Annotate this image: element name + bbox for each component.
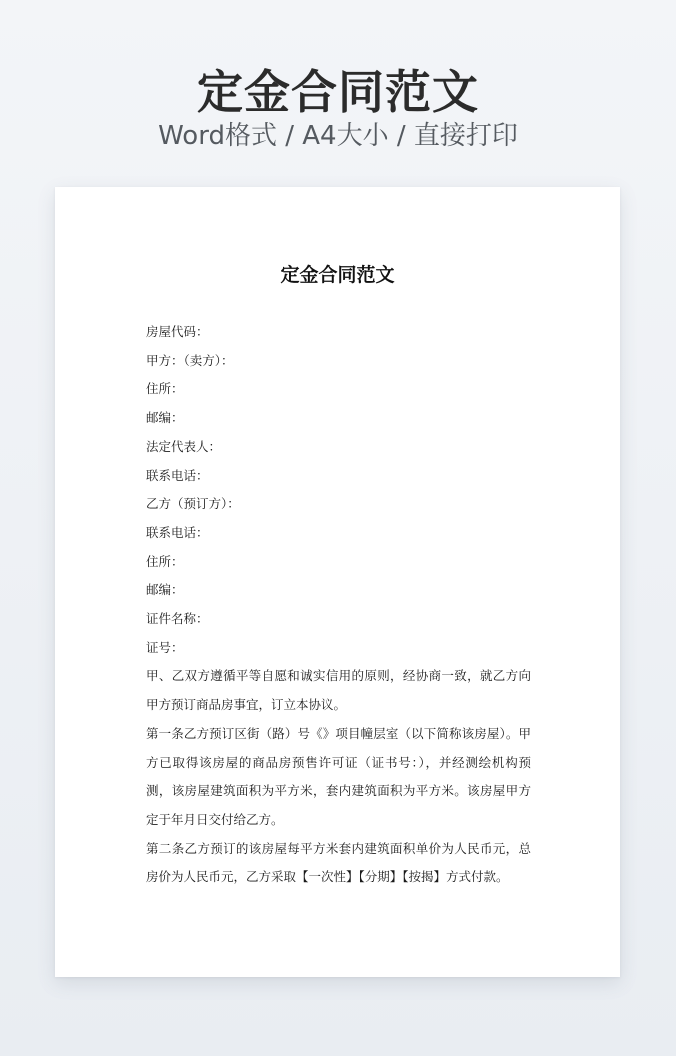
banner-title: 定金合同范文 [197, 65, 479, 119]
field-party-b-phone: 联系电话： [146, 524, 209, 540]
paragraph-preamble: 甲、乙双方遵循平等自愿和诚实信用的原则，经协商一致，就乙方向甲方预订商品房事宜，订立本协议。 [146, 668, 531, 713]
field-legal-representative: 法定代表人： [146, 438, 222, 454]
field-party-a: 甲方：（卖方）： [146, 352, 234, 368]
field-party-b: 乙方（预订方）： [146, 496, 240, 512]
field-party-b-address: 住所： [146, 553, 184, 569]
paragraph-article-2: 第二条乙方预订的该房屋每平方米套内建筑面积单价为人民币元，总房价为人民币元，乙方采取【一次性】【分期】【按揭】方式付款。 [146, 840, 531, 885]
field-house-code: 房屋代码： [146, 324, 209, 339]
field-party-a-address: 住所： [146, 381, 184, 397]
field-party-a-postcode: 邮编： [146, 410, 184, 426]
field-id-type: 证件名称： [146, 611, 209, 627]
field-party-b-postcode: 邮编： [146, 582, 184, 598]
banner-subtitle: Word格式 / A4大小 / 直接打印 [158, 121, 518, 151]
field-party-a-phone: 联系电话： [146, 467, 209, 483]
document-page [55, 187, 620, 977]
field-id-number: 证号： [146, 639, 184, 655]
document-title: 定金合同范文 [280, 264, 395, 286]
document-body [146, 318, 531, 892]
paragraph-article-1: 第一条乙方预订区街（路）号《》项目幢层室（以下简称该房屋）。甲方已取得该房屋的商品房预售许可证（证书号：），并经测绘机构预测，该房屋建筑面积为平方米，套内建筑面积为平方米。该房屋甲方定于年月日交付给乙方。 [146, 725, 531, 827]
